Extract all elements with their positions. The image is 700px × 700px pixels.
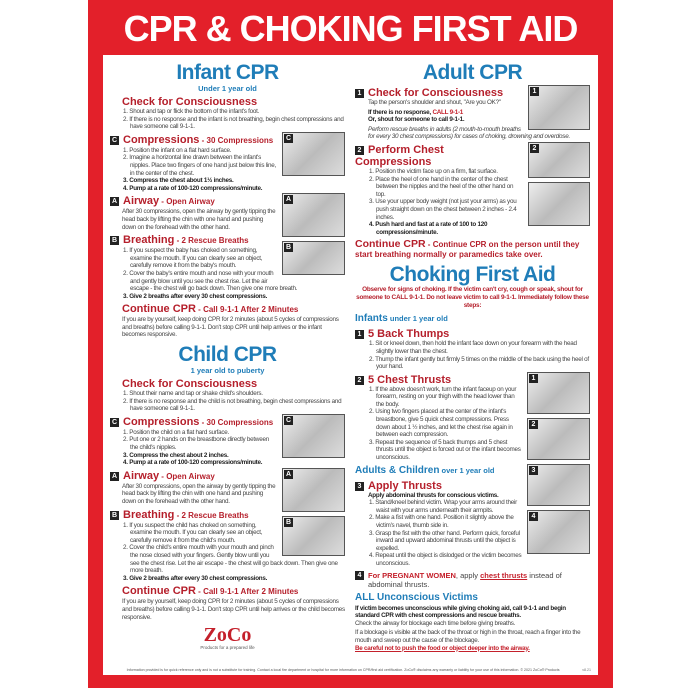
subheading: - Open Airway [159,197,215,207]
child-subtitle: 1 year old to puberty [190,366,265,376]
heading: ALL Unconscious Victims [355,591,478,603]
back-thumps [355,328,590,370]
back-thumps-illustration [527,372,590,414]
shout-text: Or, shout for someone to call 9-1-1. [368,116,465,124]
infant-subtitle: Under 1 year old [198,84,257,93]
subheading: - Open Airway [159,471,215,481]
left-column [110,61,345,666]
step-4-badge-icon: 4 [355,571,364,580]
step-1-badge-icon: 1 [529,374,538,383]
heading: Breathing [123,234,175,247]
list-item: 4. Push hard and fast at a rate of 100 to 120 compressions/minute. [369,221,488,236]
adult-cpr-title: Adult CPR [422,61,523,84]
pregnant-thrusts-illustration [527,510,590,554]
a-badge-icon: A [111,198,118,206]
footer-disclaimer: Information provided is for quick reference only and is not a substitute for training. Contact a local fire department or hospital for more information on CPR/first aid certification. ZoCo® disclaims any warranty or liability for your use of this information. © 2021 ZoCo® Products [126,667,560,672]
list-item: 1. Shout and tap or flick the bottom of the infant's foot. [123,108,260,115]
child-check [110,378,345,413]
chest-thrusts-illustration [527,418,590,460]
pregnant-label: For PREGNANT WOMEN [368,570,456,580]
choking-intro: Observe for signs of choking. If the victim can't cry, cough or speak, shout for someone to CALL 9-1-1. Do not leave victim to call 9-1-1. Immediately follow these steps: [356,286,589,310]
b-badge-icon: B [111,237,118,245]
infant-cpr-title: Infant CPR [176,61,279,84]
step-3-badge-icon: 3 [355,482,364,491]
c-badge-icon: C [285,134,292,142]
c-badge-icon: C [285,416,292,424]
step-1-badge-icon: 1 [355,89,364,98]
step-1-badge-icon: 1 [355,330,364,339]
a-badge-icon: A [285,470,292,478]
adult-compression-illustration [528,182,590,226]
heading: Check for Consciousness [122,378,258,391]
infant-airway-text: After 30 compressions, open the airway by gently tipping the head back by lifting the chin with one hand and pushing down on the forehead with the other hand. [122,208,276,231]
c-badge-icon: C [111,136,118,144]
list-item: 4. Pump at a rate of 100-120 compressions/minute. [123,184,263,192]
infants-heading [355,313,590,325]
list-item: 3. Use your upper body weight (not just your arms) as you push straight down on the chest between 2 inches - 2.4 inches. [369,198,517,221]
child-compression-illustration [282,414,345,458]
b-badge-icon: B [285,244,292,252]
subheading: - Call 9-1-1 After 2 Minutes [195,305,299,315]
c-badge-icon: C [111,418,118,426]
text: , apply [455,570,481,580]
no-response-text: If there is no response, [368,108,433,116]
unconscious-instructions: If victim becomes unconscious while giving choking aid, call 9-1-1 and begin standard CPR with chest compressions and rescue breaths. [355,604,566,620]
list-item: 3. Grasp the fist with the other hand. Perform quick, forceful inward and upward abdominal thrusts until the object is expelled. [369,529,520,552]
heading: Continue CPR [122,585,196,598]
warning-text: Be careful not to push the food or object deeper into the airway. [355,644,530,652]
abdominal-thrusts-illustration [527,464,590,506]
heading: 5 Chest Thrusts [368,373,452,386]
list-item: 1. Position the victim face up on a firm, flat surface. [369,167,498,175]
child-breathing-illustration [282,516,345,556]
heading: Continue CPR [355,238,426,251]
subheading: - Call 9-1-1 After 2 Minutes [195,587,299,597]
chest-thrusts-emphasis: chest thrusts [480,570,528,580]
list-item: 3. Give 2 breaths after every 30 chest compressions. [123,292,268,300]
choking-title: Choking First Aid [389,263,556,287]
adult-check-illustration [528,85,590,130]
content-panel [103,55,598,675]
subheading: - 30 Compressions [199,417,274,427]
list-item: 2. Make a fist with one hand. Position it slightly above the victim's navel, thumb side in. [369,514,514,529]
list-item: 4. Pump at a rate of 100-120 compressions/minute. [123,459,263,467]
list-item: 3. Compress the chest about 1½ inches. [123,177,234,185]
a-badge-icon: A [285,196,292,204]
list-item: 2. Using two fingers placed at the center of the infant's breastbone, give 5 quick chest compressions. Press down about 1 ½ inches, and let the chest rise again in between each compression. [369,408,513,439]
thrusts-lead: Apply abdominal thrusts for conscious victims. [368,491,499,499]
label: Adults & Children [355,464,440,476]
step-4-badge-icon: 4 [529,512,538,521]
list-item: 3. Give 2 breaths after every 30 chest compressions. [123,574,268,582]
list-item: 3. Repeat the sequence of 5 back thumps and 5 chest thrusts until the object is forced out or the infant becomes unconscious. [369,438,521,462]
check-airway-text: Check the airway for blockage each time before giving breaths. [355,619,516,627]
list-item: 1. Stand/kneel behind victim. Wrap your arms around their waist with your arms underneath their armpits. [369,499,518,514]
label: Infants [355,313,388,325]
list-item: 1. Sit or kneel down, then hold the infant face down on your forearm with the head slightly lower than the chest. [369,340,577,355]
heading: Perform Chest Compressions [355,143,444,168]
child-airway-text: After 30 compressions, open the airway by gently tipping the head back by lifting the chin with one hand and pushing down on the forehead with the other hand. [122,482,276,505]
heading: Continue CPR [122,303,196,316]
heading: Check for Consciousness [368,87,504,99]
list-item: 2. Cover the baby's entire mouth and nose with your mouth and gently blow until you see the chest rise. Let the air escape - the chest will go back down. Then give one more breath. [123,269,298,293]
list-item: 2. If there is no response and the infant is not breathing, begin chest compressions and have someone call 9-1-1. [123,115,344,131]
list-item: 2. Put one or 2 hands on the breastbone directly between the child's nipples. [123,436,269,452]
infant-continue [110,303,345,339]
list-item: 2. Imagine a horizontal line drawn between the infant's nipples. Place two fingers of one hand just below this line, in the center of the chest. [123,154,277,177]
logo-tagline: Products for a prepared life [200,645,255,651]
footer [110,668,591,673]
subheading: - 2 Rescue Breaths [174,236,249,246]
step-2-badge-icon: 2 [355,146,364,155]
adult-continue [355,239,590,260]
infant-check [110,96,345,131]
heading: Compressions [123,415,200,428]
child-continue [110,585,345,621]
infant-continue-text: If you are by yourself, keep doing CPR for 2 minutes (about 5 cycles of compressions and breaths) before calling 9-1-1. Don't stop CPR until help arrives or the infant becomes responsive. [122,316,339,339]
pregnant-women [355,571,590,589]
infant-airway-illustration [282,193,345,237]
list-item: 1. Position the child on a flat hard surface. [123,428,230,436]
step-2-badge-icon: 2 [355,376,364,385]
adult-hand-position-illustration [528,142,590,178]
list-item: 3. Compress the chest about 2 inches. [123,451,229,459]
list-item: 2. Place the heel of one hand in the center of the chest between the nipples and the heel of the other hand on top. [369,175,514,198]
sub: under 1 year old [387,314,448,324]
heading: Airway [123,469,160,482]
right-column [355,61,590,666]
heading: Breathing [123,508,175,521]
logo-wordmark: ZoCo [203,624,252,647]
infant-compression-illustration [282,132,345,176]
poster-title: CPR & CHOKING FIRST AID [123,8,578,49]
adult-continue-text: - Continue CPR on the person until they start breathing normally or paramedics take over. [355,240,580,260]
sweep-text: If a blockage is visible at the back of the throat or high in the throat, reach a finger into the mouth and sweep out the cause of the blockage. [355,629,581,644]
b-badge-icon: B [111,511,118,519]
heading: Compressions [123,133,200,146]
list-item: 1. If you suspect the baby has choked on something, examine the mouth. If you can clearly see an object, carefully remove it from the baby's mouth. [123,247,263,270]
list-item: 2. If there is no response and the child is not breathing, begin chest compressions and have someone call 9-1-1. [123,397,342,413]
zoco-logo [110,625,345,651]
list-item: 2. Thump the infant gently but firmly 5 times on the middle of the back using the heel of your hand. [369,355,589,371]
version-label: v8.21 [582,667,591,672]
rescue-breath-note: Perform rescue breaths in adults (2 mouth-to-mouth breaths for every 30 chest compressions) for cases of choking, drowning and overdose. [368,125,570,141]
text: instead of abdominal thrusts. [368,570,562,589]
list-item: 1. If you suspect the child has choked on something, examine the mouth. If you can clearly see an object, carefully remove it from the child's mouth. [123,521,263,544]
step-2-badge-icon: 2 [529,420,538,429]
child-continue-text: If you are by yourself, keep doing CPR for 2 minutes (about 5 cycles of compressions and breaths) before calling 9-1-1. Don't stop CPR until help arrives or the child becomes responsive. [122,598,345,621]
child-airway-illustration [282,468,345,512]
a-badge-icon: A [111,472,118,480]
list-item: 1. Position the infant on a flat hard surface. [123,146,232,154]
subheading: - 30 Compressions [199,135,274,145]
call-911-text: CALL 9-1-1 [432,108,464,116]
list-item: 4. Repeat until the object is dislodged or the victim becomes unconscious. [369,552,522,567]
step-3-badge-icon: 3 [529,466,538,475]
infant-breathing-illustration [282,241,345,275]
adult-check-text: Tap the person's shoulder and shout, "Are you OK?" [368,99,501,106]
child-cpr-title: Child CPR [178,343,277,367]
heading: 5 Back Thumps [368,328,450,341]
list-item: 1. Shout their name and tap or shake child's shoulders. [123,390,263,398]
list-item: 2. Cover the child's entire mouth with your mouth and pinch the nose closed with your fingers. Gently blow until you see the chest rise. Let the air escape - the chest will go back down. Then give one more breath. [123,544,338,575]
sub: over 1 year old [439,465,495,475]
step-1-badge-icon: 1 [530,87,539,96]
list-item: 1. If the above doesn't work, turn the infant faceup on your forearm, resting on your thigh with the head lower than the body. [369,385,517,408]
heading: Airway [123,195,160,208]
heading: Apply Thrusts [368,479,442,492]
infant-check-heading: Check for Consciousness [122,96,258,108]
b-badge-icon: B [285,518,292,526]
subheading: - 2 Rescue Breaths [174,510,249,520]
step-2-badge-icon: 2 [530,144,539,153]
poster [88,0,613,688]
all-unconscious [355,592,590,653]
